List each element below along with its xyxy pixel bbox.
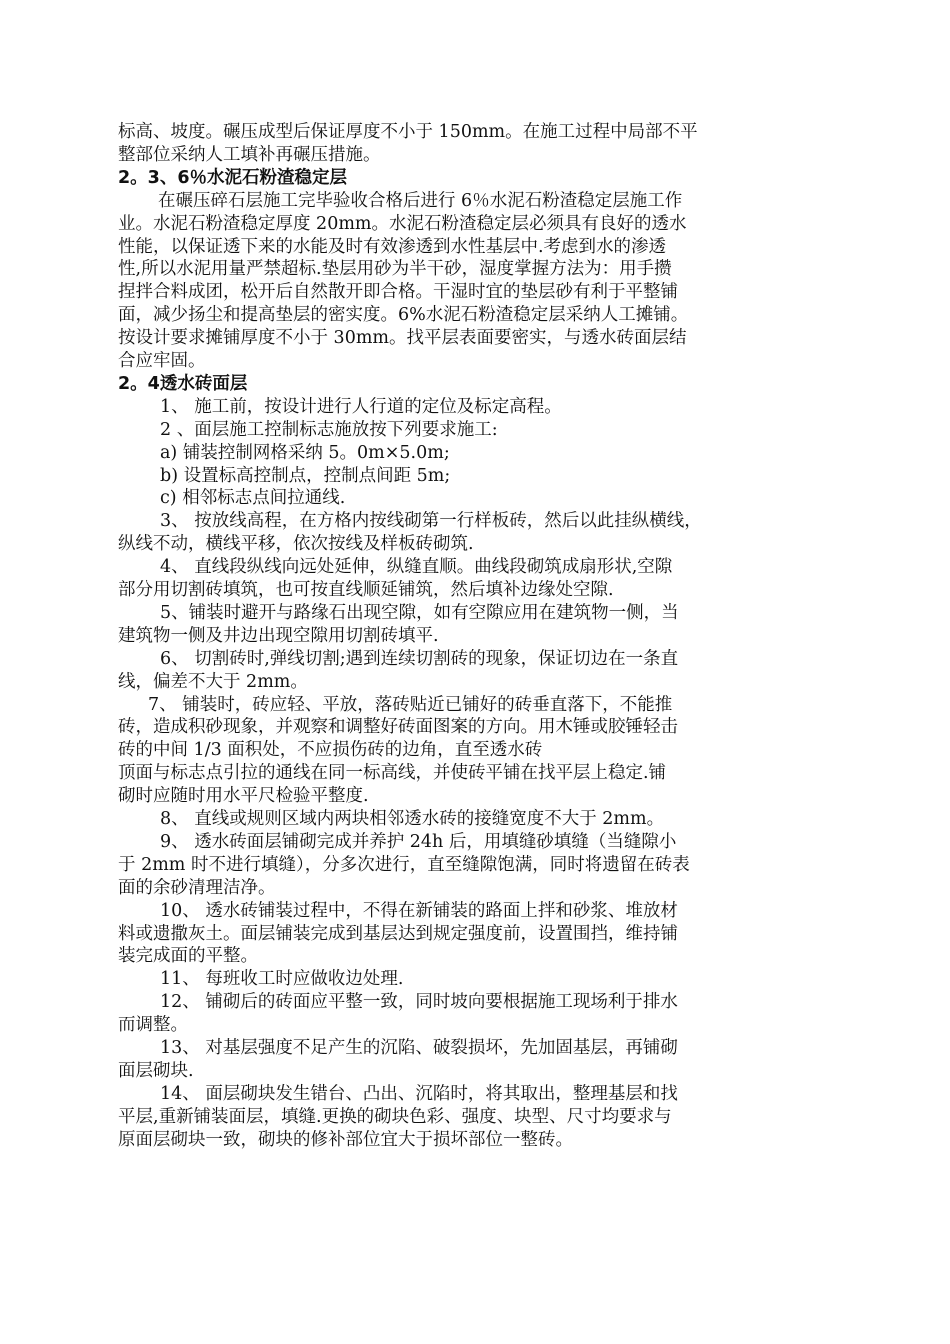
paragraph-line: 平层,重新铺装面层，填缝.更换的砌块色彩、强度、块型、尺寸均要求与 <box>118 1106 672 1127</box>
paragraph-line: 性能，以保证透下来的水能及时有效渗透到水性基层中.考虑到水的渗透 <box>118 236 667 257</box>
paragraph-line: 6、 切割砖时,弹线切割;遇到连续切割砖的现象，保证切边在一条直 <box>160 648 679 669</box>
paragraph-line: 1、 施工前，按设计进行人行道的定位及标定高程。 <box>160 396 562 417</box>
paragraph-line: 部分用切割砖填筑，也可按直线顺延铺筑，然后填补边缘处空隙. <box>118 580 614 600</box>
paragraph-line: 2 、面层施工控制标志施放按下列要求施工: <box>160 419 498 440</box>
paragraph-line: 合应牢固。 <box>118 351 206 371</box>
paragraph-line: 捏拌合料成团，松开后自然散开即合格。干湿时宜的垫层砂有利于平整铺 <box>118 282 678 303</box>
paragraph-line: 10、 透水砖铺装过程中，不得在新铺装的路面上拌和砂浆、堆放材 <box>160 900 678 921</box>
paragraph-line: 整部位采纳人工填补再碾压措施。 <box>118 144 381 165</box>
paragraph-line: 7、 铺装时，砖应轻、平放，落砖贴近已铺好的砖垂直落下，不能推 <box>148 694 673 715</box>
paragraph-line: 11、 每班收工时应做收边处理. <box>160 969 404 990</box>
paragraph-line: 原面层砌块一致，砌块的修补部位宜大于损坏部位一整砖。 <box>118 1129 573 1150</box>
paragraph-line: 面层砌块. <box>118 1060 194 1081</box>
paragraph-line: 装完成面的平整。 <box>118 946 258 967</box>
paragraph-line: 面的余砂清理洁净。 <box>118 877 276 898</box>
paragraph-line: 8、 直线或规则区域内两块相邻透水砖的接缝宽度不大于 2mm。 <box>160 809 665 829</box>
section-heading: 2。3、6％水泥石粉渣稳定层 <box>118 167 348 188</box>
paragraph-line: 顶面与标志点引拉的通线在同一标高线，并使砖平铺在找平层上稳定.铺 <box>118 763 667 784</box>
paragraph-line: 3、 按放线高程，在方格内按线砌第一行样板砖，然后以此挂纵横线， <box>160 511 702 532</box>
paragraph-line: 12、 铺砌后的砖面应平整一致，同时坡向要根据施工现场利于排水 <box>160 992 678 1013</box>
paragraph-line: 9、 透水砖面层铺砌完成并养护 24h 后，用填缝砂填缝（当缝隙小 <box>160 831 677 852</box>
paragraph-line: a) 铺装控制网格采纳 5。0m×5.0m; <box>160 442 450 463</box>
paragraph-line: 在碾压碎石层施工完毕验收合格后进行 6％水泥石粉渣稳定层施工作 <box>158 190 683 211</box>
paragraph-line: 业。水泥石粉渣稳定厚度 20mm。水泥石粉渣稳定层必须具有良好的透水 <box>118 213 687 234</box>
paragraph-line: 而调整。 <box>118 1015 188 1036</box>
paragraph-line: 纵线不动，横线平移，依次按线及样板砖砌筑. <box>118 534 474 555</box>
paragraph-line: 于 2mm 时不进行填缝），分多次进行，直至缝隙饱满，同时将遗留在砖表 <box>118 854 690 875</box>
paragraph-line: c) 相邻标志点间拉通线. <box>160 488 346 509</box>
paragraph-line: 4、 直线段纵线向远处延伸，纵缝直顺。曲线段砌筑成扇形状,空隙 <box>160 557 673 578</box>
paragraph-line: 砖，造成积砂现象，并观察和调整好砖面图案的方向。用木锤或胶锤轻击 <box>118 717 678 738</box>
paragraph-line: 料或遗撒灰土。面层铺装完成到基层达到规定强度前，设置围挡，维持铺 <box>118 923 678 944</box>
paragraph-line: 13、 对基层强度不足产生的沉陷、破裂损坏，先加固基层，再铺砌 <box>160 1038 678 1058</box>
paragraph-line: b) 设置标高控制点，控制点间距 5m; <box>160 465 451 486</box>
paragraph-line: 14、 面层砌块发生错台、凸出、沉陷时，将其取出，整理基层和找 <box>160 1083 678 1104</box>
paragraph-line: 建筑物一侧及井边出现空隙用切割砖填平. <box>118 625 439 646</box>
section-heading: 2。4透水砖面层 <box>118 373 248 394</box>
paragraph-line: 5、铺装时避开与路缘石出现空隙，如有空隙应用在建筑物一侧，当 <box>160 602 679 623</box>
paragraph-line: 面，减少扬尘和提高垫层的密实度。6%水泥石粉渣稳定层采纳人工摊铺。 <box>118 305 689 326</box>
paragraph-line: 按设计要求摊铺厚度不小于 30mm。找平层表面要密实，与透水砖面层结 <box>118 328 687 349</box>
paragraph-line: 线，偏差不大于 2mm。 <box>118 671 308 692</box>
paragraph-line: 砌时应随时用水平尺检验平整度. <box>118 786 369 807</box>
paragraph-line: 性,所以水泥用量严禁超标.垫层用砂为半干砂，湿度掌握方法为：用手攒 <box>118 259 672 280</box>
paragraph-line: 砖的中间 1/3 面积处，不应损伤砖的边角，直至透水砖 <box>118 740 543 761</box>
paragraph-line: 标高、坡度。碾压成型后保证厚度不小于 150mm。在施工过程中局部不平 <box>118 122 698 142</box>
